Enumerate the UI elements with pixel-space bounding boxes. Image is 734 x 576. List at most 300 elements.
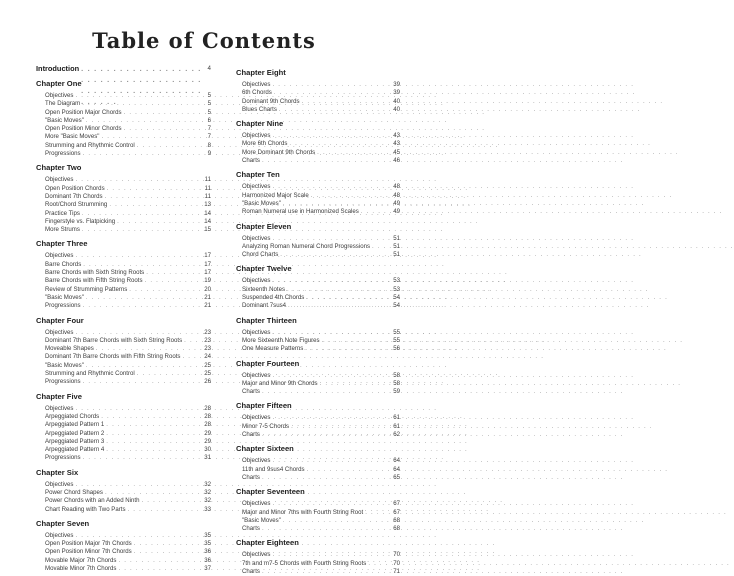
toc-entry-label: Major and Minor 9th Chords (242, 379, 318, 387)
dot-leader (322, 337, 392, 345)
toc-entry-page: 32 (204, 497, 211, 505)
toc-entry-page: 28 (204, 421, 211, 429)
toc-entry-page: 59 (393, 388, 400, 396)
toc-entry-label: Suspended 4th Chords (242, 294, 305, 302)
toc-entry-label: Charts (242, 567, 260, 575)
toc-entry[interactable] (233, 277, 400, 285)
toc-entry-page: 13 (204, 201, 211, 209)
page-title: Table of Contents (92, 28, 316, 53)
toc-entry-label: Objectives (242, 500, 271, 508)
toc-entry[interactable] (233, 509, 400, 517)
toc-entry[interactable] (233, 500, 400, 508)
toc-entry-label: Progressions (45, 454, 81, 462)
dot-leader (75, 329, 202, 337)
toc-entry-page: 45 (393, 148, 400, 156)
toc-entry[interactable] (36, 302, 211, 310)
toc-entry-page: 54 (393, 294, 400, 302)
toc-entry-page: 31 (204, 454, 211, 462)
chapter-heading: Chapter Twelve (236, 264, 292, 274)
toc-entry[interactable] (233, 466, 400, 474)
chapter-heading: Chapter Eight (236, 68, 286, 77)
toc-entry-label: Charts (242, 473, 260, 481)
dot-leader (107, 185, 203, 193)
toc-entry-page: 5 (207, 108, 211, 116)
toc-entry-label: 6th Chords (242, 89, 272, 97)
toc-entry-page: 48 (393, 183, 400, 191)
toc-entry[interactable] (233, 286, 400, 294)
toc-entry[interactable] (233, 149, 400, 157)
dot-leader (287, 286, 391, 294)
dot-leader (109, 201, 202, 209)
dot-leader (289, 140, 391, 148)
dot-leader (83, 454, 203, 462)
toc-entry[interactable] (36, 413, 211, 421)
dot-leader (82, 100, 205, 108)
dot-leader (361, 208, 391, 216)
toc-entry-page: 67 (393, 508, 400, 516)
toc-entry[interactable] (233, 235, 400, 243)
toc-entry-page: 37 (204, 565, 211, 573)
dot-leader (75, 532, 202, 540)
toc-entry[interactable] (233, 192, 400, 200)
toc-entry-page: 9 (207, 150, 211, 158)
toc-entry-page: 33 (204, 505, 211, 513)
toc-entry[interactable] (233, 132, 400, 140)
dot-leader (262, 474, 391, 482)
toc-entry-label: Minor 7-5 Chords (242, 422, 290, 430)
toc-entry-page: 40 (393, 97, 400, 105)
toc-entry-label: Movable Major 7th Chords (45, 556, 117, 564)
toc-entry[interactable] (36, 142, 211, 150)
dot-leader (142, 497, 203, 505)
chapter-heading: Chapter Three (36, 239, 88, 249)
toc-entry-page: 14 (204, 209, 211, 217)
chapter-heading: Chapter Six (36, 467, 79, 477)
toc-entry-page: 56 (393, 345, 400, 353)
toc-entry[interactable] (233, 81, 400, 89)
toc-entry[interactable] (36, 252, 211, 260)
toc-entry-page: 53 (393, 285, 400, 293)
toc-entry-label: Analyzing Roman Numeral Chord Progressions (242, 242, 371, 250)
toc-entry-page: 49 (393, 199, 400, 207)
toc-entry-page: 58 (393, 371, 400, 379)
toc-entry-page: 53 (393, 277, 400, 285)
toc-entry[interactable] (233, 517, 400, 525)
toc-entry[interactable] (233, 388, 400, 396)
toc-entry-page: 43 (393, 132, 400, 140)
dot-leader (272, 81, 391, 89)
toc-entry-label: 11th and 9sus4 Chords (242, 465, 305, 473)
toc-entry-page: 35 (204, 531, 211, 539)
toc-entry-label: 7th and m7-5 Chords with Fourth String Roots (242, 559, 367, 567)
toc-entry-label: Objectives (45, 480, 74, 488)
toc-entry-page: 40 (393, 105, 400, 113)
toc-entry-label: Objectives (242, 132, 271, 140)
toc-entry[interactable] (233, 337, 400, 345)
toc-entry-label: Open Position Major Chords (45, 108, 122, 116)
toc-entry-label: Objectives (45, 92, 74, 99)
toc-entry-page: 6 (207, 116, 211, 124)
toc-entry-label: Objectives (45, 328, 74, 336)
toc-entry[interactable] (233, 551, 400, 559)
toc-introduction-page: 4 (207, 65, 211, 72)
toc-entry[interactable] (233, 208, 400, 216)
toc-entry-label: Charts (242, 431, 260, 439)
toc-entry[interactable] (36, 438, 211, 446)
dot-leader (283, 200, 391, 208)
toc-entry-page: 28 (204, 404, 211, 412)
toc-entry[interactable] (36, 294, 211, 302)
toc-entry-page: 61 (393, 414, 400, 422)
dot-leader (182, 353, 202, 361)
dot-leader (317, 149, 391, 157)
toc-entry[interactable] (233, 294, 400, 302)
chapter-heading: Chapter Sixteen (236, 444, 294, 454)
toc-left-column (36, 63, 211, 573)
toc-entry-label: Objectives (242, 81, 271, 88)
toc-entry-label: More Dominant 9th Chords (242, 148, 316, 156)
toc-entry[interactable] (233, 568, 400, 576)
toc-entry[interactable] (36, 362, 211, 370)
toc-entry-label: "Basic Moves" (45, 293, 84, 301)
toc-entry-label: Objectives (242, 183, 271, 191)
toc-entry[interactable] (36, 532, 211, 540)
toc-entry[interactable] (233, 423, 400, 431)
toc-entry[interactable] (36, 269, 211, 277)
toc-entry[interactable] (233, 89, 400, 97)
toc-entry[interactable] (233, 157, 400, 165)
toc-entry-page: 68 (393, 516, 400, 524)
toc-entry[interactable] (36, 329, 211, 337)
chapter-heading: Chapter Four (36, 315, 84, 325)
dot-leader (101, 133, 205, 141)
toc-entry-label: Barre Chords (45, 260, 82, 268)
toc-entry[interactable] (36, 286, 211, 294)
toc-entry[interactable] (36, 565, 211, 573)
dot-leader (124, 125, 206, 133)
toc-entry[interactable] (233, 200, 400, 208)
dot-leader (291, 423, 391, 431)
toc-entry[interactable] (36, 370, 211, 378)
toc-entry-page: 36 (204, 556, 211, 564)
toc-entry-page: 55 (393, 328, 400, 336)
toc-entry[interactable] (233, 474, 400, 482)
toc-entry[interactable] (36, 100, 211, 108)
toc-entry-page: 64 (393, 465, 400, 473)
toc-entry-page: 11 (204, 192, 211, 200)
dot-leader (82, 226, 202, 234)
dot-leader (75, 252, 202, 260)
dot-leader (372, 243, 391, 251)
dot-leader (82, 210, 202, 218)
toc-entry[interactable] (36, 497, 211, 505)
toc-entry-page: 58 (393, 379, 400, 387)
toc-introduction[interactable] (36, 63, 211, 74)
toc-entry-label: More "Basic Moves" (45, 133, 100, 141)
toc-entry[interactable] (233, 380, 400, 388)
dot-leader (320, 380, 392, 388)
toc-entry-label: Power Chord Shapes (45, 488, 103, 496)
dot-leader (75, 481, 202, 489)
toc-entry[interactable] (36, 421, 211, 429)
toc-entry-label: Barre Chords with Sixth String Roots (45, 269, 145, 277)
toc-entry-label: Moveable Shapes (45, 345, 94, 353)
toc-entry-page: 39 (393, 81, 400, 88)
toc-entry[interactable] (36, 218, 211, 226)
toc-entry-label: Objectives (45, 252, 74, 260)
toc-entry-label: More 6th Chords (242, 140, 288, 148)
toc-entry-label: Fingerstyle vs. Flatpicking (45, 217, 116, 225)
toc-entry-label: Open Position Minor Chords (45, 125, 122, 133)
toc-entry[interactable] (36, 133, 211, 141)
dot-leader (117, 218, 202, 226)
toc-entry[interactable] (233, 251, 400, 259)
toc-entry-label: Objectives (242, 234, 271, 242)
dot-leader (307, 466, 392, 474)
toc-entry-page: 46 (393, 157, 400, 165)
toc-entry-label: Arpeggiated Chords (45, 412, 100, 420)
chapter-heading: Chapter Thirteen (236, 315, 297, 325)
toc-entry[interactable] (36, 506, 211, 514)
toc-entry-page: 51 (393, 251, 400, 259)
toc-entry-label: Charts (242, 388, 260, 396)
toc-entry-label: Objectives (45, 404, 74, 412)
toc-entry[interactable] (233, 98, 400, 106)
dot-leader (262, 525, 391, 533)
toc-entry-page: 29 (204, 437, 211, 445)
chapter-heading: Chapter Fourteen (236, 358, 300, 368)
toc-entry[interactable] (36, 405, 211, 413)
toc-entry-label: Objectives (242, 371, 271, 379)
toc-entry-label: Harmonized Major Scale (242, 191, 309, 199)
toc-entry-page: 35 (204, 540, 211, 548)
toc-entry[interactable] (233, 140, 400, 148)
dot-leader (272, 500, 391, 508)
dot-leader (83, 378, 203, 386)
dot-leader (262, 157, 391, 165)
toc-entry[interactable] (36, 210, 211, 218)
toc-entry[interactable] (36, 277, 211, 285)
toc-entry-page: 15 (204, 226, 211, 234)
toc-entry-page: 51 (393, 242, 400, 250)
toc-entry-label: Arpeggiated Pattern 1 (45, 421, 105, 429)
toc-entry[interactable] (36, 430, 211, 438)
toc-entry[interactable] (36, 201, 211, 209)
toc-entry-label: Sixteenth Notes (242, 285, 286, 293)
dot-leader (145, 277, 203, 285)
toc-entry-label: Power Chords with an Added Ninth (45, 497, 140, 505)
dot-leader (134, 540, 203, 548)
toc-entry-page: 61 (393, 422, 400, 430)
toc-entry[interactable] (36, 446, 211, 454)
toc-entry-label: Open Position Minor 7th Chords (45, 548, 132, 556)
toc-entry-page: 7 (207, 125, 211, 133)
toc-entry-page: 26 (204, 378, 211, 386)
toc-entry-label: Objectives (45, 176, 74, 184)
dot-leader (262, 388, 391, 396)
toc-entry-label: More Sixteenth Note Figures (242, 336, 320, 344)
toc-entry[interactable] (233, 414, 400, 422)
toc-entry-label: Objectives (242, 414, 271, 422)
toc-entry-label: Progressions (45, 150, 81, 158)
dot-leader (280, 251, 391, 259)
toc-entry[interactable] (233, 525, 400, 533)
toc-entry-page: 36 (204, 548, 211, 556)
dot-leader (272, 132, 391, 140)
toc-entry[interactable] (233, 329, 400, 337)
dot-leader (75, 92, 205, 100)
toc-entry-label: Objectives (45, 531, 74, 539)
toc-entry[interactable] (36, 185, 211, 193)
dot-leader (86, 362, 202, 370)
toc-entry-page: 43 (393, 140, 400, 148)
dot-leader (83, 261, 202, 269)
toc-entry-page: 24 (204, 353, 211, 361)
chapter-heading: Chapter Eighteen (236, 538, 299, 548)
toc-entry[interactable] (233, 431, 400, 439)
dot-leader (305, 345, 391, 353)
dot-leader (83, 302, 203, 310)
dot-leader (137, 142, 206, 150)
toc-entry[interactable] (233, 372, 400, 380)
toc-entry-page: 54 (393, 302, 400, 310)
toc-entry-label: Practice Tips (45, 209, 80, 217)
toc-entry-page: 14 (204, 217, 211, 225)
toc-entry-label: Roman Numeral use in Harmonized Scales (242, 208, 359, 216)
toc-entry[interactable] (233, 302, 400, 310)
toc-entry-page: 5 (207, 100, 211, 108)
toc-entry-label: Movable Minor 7th Chords (45, 565, 117, 573)
toc-entry-page: 70 (393, 559, 400, 567)
toc-entry-label: Arpeggiated Pattern 4 (45, 446, 105, 454)
toc-entry-page: 28 (204, 412, 211, 420)
toc-entry[interactable] (36, 557, 211, 565)
chapter-heading: Chapter Ten (236, 170, 280, 180)
toc-entry-page: 65 (393, 473, 400, 481)
toc-entry-page: 21 (204, 293, 211, 301)
toc-entry[interactable] (36, 92, 211, 100)
toc-introduction-label: Introduction (36, 64, 80, 73)
toc-entry-label: Barre Chords with Fifth String Roots (45, 277, 143, 285)
toc-entry[interactable] (36, 481, 211, 489)
toc-entry[interactable] (36, 117, 211, 125)
toc-entry[interactable] (36, 489, 211, 497)
dot-leader (365, 509, 391, 517)
dot-leader (137, 370, 202, 378)
toc-entry[interactable] (233, 345, 400, 353)
toc-entry-page: 17 (204, 260, 211, 268)
toc-entry-label: Dominant 7th Barre Chords with Fifth String Roots (45, 353, 181, 361)
toc-entry-label: Charts (242, 525, 260, 533)
toc-entry[interactable] (36, 176, 211, 184)
toc-entry-page: 23 (204, 328, 211, 336)
toc-entry[interactable] (36, 193, 211, 201)
toc-entry[interactable] (36, 345, 211, 353)
toc-entry[interactable] (233, 183, 400, 191)
dot-leader (105, 489, 202, 497)
toc-entry-page: 39 (393, 89, 400, 97)
toc-entry[interactable] (36, 540, 211, 548)
toc-entry[interactable] (233, 106, 400, 114)
toc-entry[interactable] (36, 337, 211, 345)
toc-entry[interactable] (233, 560, 400, 568)
toc-entry-label: The Diagram (45, 100, 81, 108)
chapter-heading: Chapter Two (36, 163, 82, 173)
toc-entry-label: "Basic Moves" (45, 361, 84, 369)
toc-entry-label: Chart Reading with Two Parts (45, 505, 126, 513)
toc-entry[interactable] (36, 548, 211, 556)
toc-entry-label: Objectives (242, 328, 271, 336)
toc-entry[interactable] (36, 125, 211, 133)
dot-leader (86, 117, 206, 125)
dot-leader (105, 193, 203, 201)
toc-entry-page: 19 (204, 277, 211, 285)
toc-entry[interactable] (36, 226, 211, 234)
toc-entry[interactable] (36, 378, 211, 386)
dot-leader (75, 405, 202, 413)
dot-leader (262, 431, 391, 439)
dot-leader (81, 63, 205, 74)
toc-entry-page: 64 (393, 457, 400, 465)
dot-leader (283, 517, 391, 525)
chapter-heading: Chapter Nine (236, 119, 284, 129)
toc-entry-label: Objectives (242, 551, 271, 559)
dot-leader (128, 506, 203, 514)
dot-leader (274, 89, 391, 97)
toc-entry-page: 17 (204, 269, 211, 277)
dot-leader (129, 286, 202, 294)
dot-leader (124, 109, 206, 117)
dot-leader (146, 269, 202, 277)
toc-entry[interactable] (36, 109, 211, 117)
dot-leader (272, 414, 391, 422)
dot-leader (272, 277, 391, 285)
dot-leader (106, 446, 202, 454)
toc-entry-page: 70 (393, 551, 400, 559)
toc-entry-page: 25 (204, 361, 211, 369)
toc-entry-page: 49 (393, 208, 400, 216)
dot-leader (118, 565, 202, 573)
toc-entry-page: 20 (204, 285, 211, 293)
toc-entry[interactable] (36, 261, 211, 269)
chapter-heading: Chapter One (36, 79, 82, 88)
dot-leader (106, 421, 202, 429)
dot-leader (106, 438, 202, 446)
toc-entry[interactable] (233, 457, 400, 465)
dot-leader (368, 560, 391, 568)
toc-entry-label: "Basic Moves" (242, 516, 281, 524)
toc-entry-page: 55 (393, 336, 400, 344)
dot-leader (83, 150, 206, 158)
toc-entry-page: 68 (393, 525, 400, 533)
dot-leader (272, 372, 391, 380)
toc-entry-label: More Strums (45, 226, 80, 234)
toc-entry-label: Blues Charts (242, 105, 277, 113)
toc-entry[interactable] (36, 353, 211, 361)
dot-leader (75, 176, 202, 184)
toc-entry-page: 11 (204, 176, 211, 184)
dot-leader (272, 235, 391, 243)
toc-entry-page: 32 (204, 488, 211, 496)
dot-leader (96, 345, 202, 353)
dot-leader (272, 183, 391, 191)
toc-entry[interactable] (233, 243, 400, 251)
toc-entry[interactable] (36, 454, 211, 462)
toc-entry-page: 71 (393, 567, 400, 575)
toc-entry[interactable] (36, 150, 211, 158)
toc-entry-page: 29 (204, 429, 211, 437)
dot-leader (272, 329, 391, 337)
